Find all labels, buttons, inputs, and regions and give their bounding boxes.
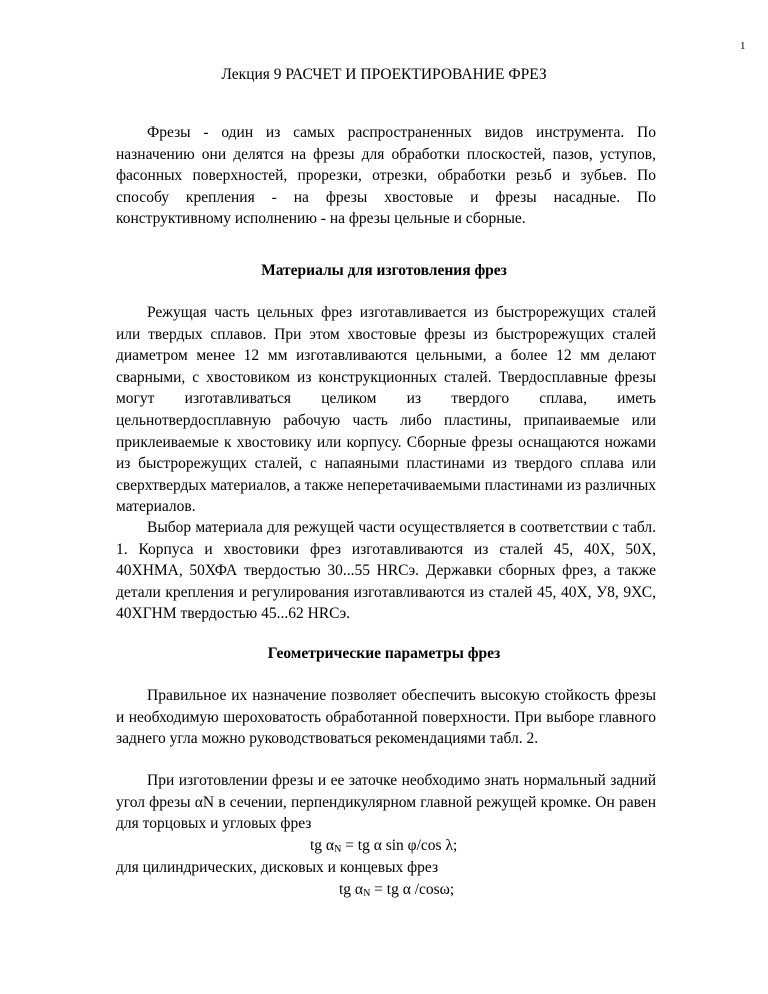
materials-paragraph-1: Режущая часть цельных фрез изготавливается из быстрорежущих сталей или твердых сплавов. При этом хвостовые фрезы из быстрорежущих сталей диаметром менее 12 мм изготавливаются цельными, а более 12 мм делают сварными, с хвостовиком из конструкционных сталей. Твердосплавные фрезы могут изготавливаться целиком из твердого сплава, иметь цельнотвердосплавную рабочую часть либо пластины, припаиваемые или приклеиваемые к хвостовику или корпусу. Сборные фрезы оснащаются ножами из быстрорежущих сталей, с напаяными пластинами из твердого сплава или сверхтвердых материалов, а также неперетачиваемыми пластинами из различных материалов. <box>116 304 656 516</box>
formula-subscript: N <box>363 888 371 899</box>
page-number: 1 <box>740 40 746 52</box>
geometry-paragraph-1: Правильное их назначение позволяет обеспечить высокую стойкость фрезы и необходимую шероховатость обработанной поверхности. При выборе главного заднего угла можно руководствоваться рекомендациями табл. 2. <box>116 687 656 748</box>
formula-face-angular <box>310 837 457 855</box>
section-heading-materials: Материалы для изготовления фрез <box>261 262 507 279</box>
formula-rhs: = tg α /cosω; <box>370 881 455 898</box>
geometry-paragraph-2: При изготовлении фрезы и ее заточке необходимо знать нормальный задний угол фрезы αN в сечении, перпендикулярном главной режущей кромке. Он равен для торцовых и угловых фрез <box>116 772 656 833</box>
intro-paragraph: Фрезы - один из самых распространенных видов инструмента. По назначению они делятся на фрезы для обработки плоскостей, пазов, уступов, фасонных поверхностей, прорезки, отрезки, обработки резьб и зубьев. По способу крепления - на фрезы хвостовые и фрезы насадные. По конструктивному исполнению - на фрезы цельные и сборные. <box>116 124 656 228</box>
page-title: Лекция 9 РАСЧЕТ И ПРОЕКТИРОВАНИЕ ФРЕЗ <box>221 66 547 83</box>
formula-subscript: N <box>334 844 342 855</box>
materials-paragraph-2: Выбор материала для режущей части осуществляется в соответствии с табл. 1. Корпуса и хвостовики фрез изготавливаются из сталей 45, 40Х, 50Х, 40ХНМА, 50ХФА твердостью 30...55 HRCэ. Державки сборных фрез, а также детали крепления и регулирования изготавливаются из сталей 45, 40Х, У8, 9ХС, 40ХГНМ твердостью 45...62 HRCэ. <box>116 519 656 623</box>
formula-lhs: tg α <box>310 837 335 854</box>
formula-intro-line: для цилиндрических, дисковых и концевых фрез <box>116 859 439 876</box>
formula-rhs: = tg α sin φ/cos λ; <box>341 837 458 854</box>
formula-lhs: tg α <box>339 881 364 898</box>
section-heading-geometry: Геометрические параметры фрез <box>267 645 501 662</box>
formula-cylindrical <box>339 881 454 899</box>
